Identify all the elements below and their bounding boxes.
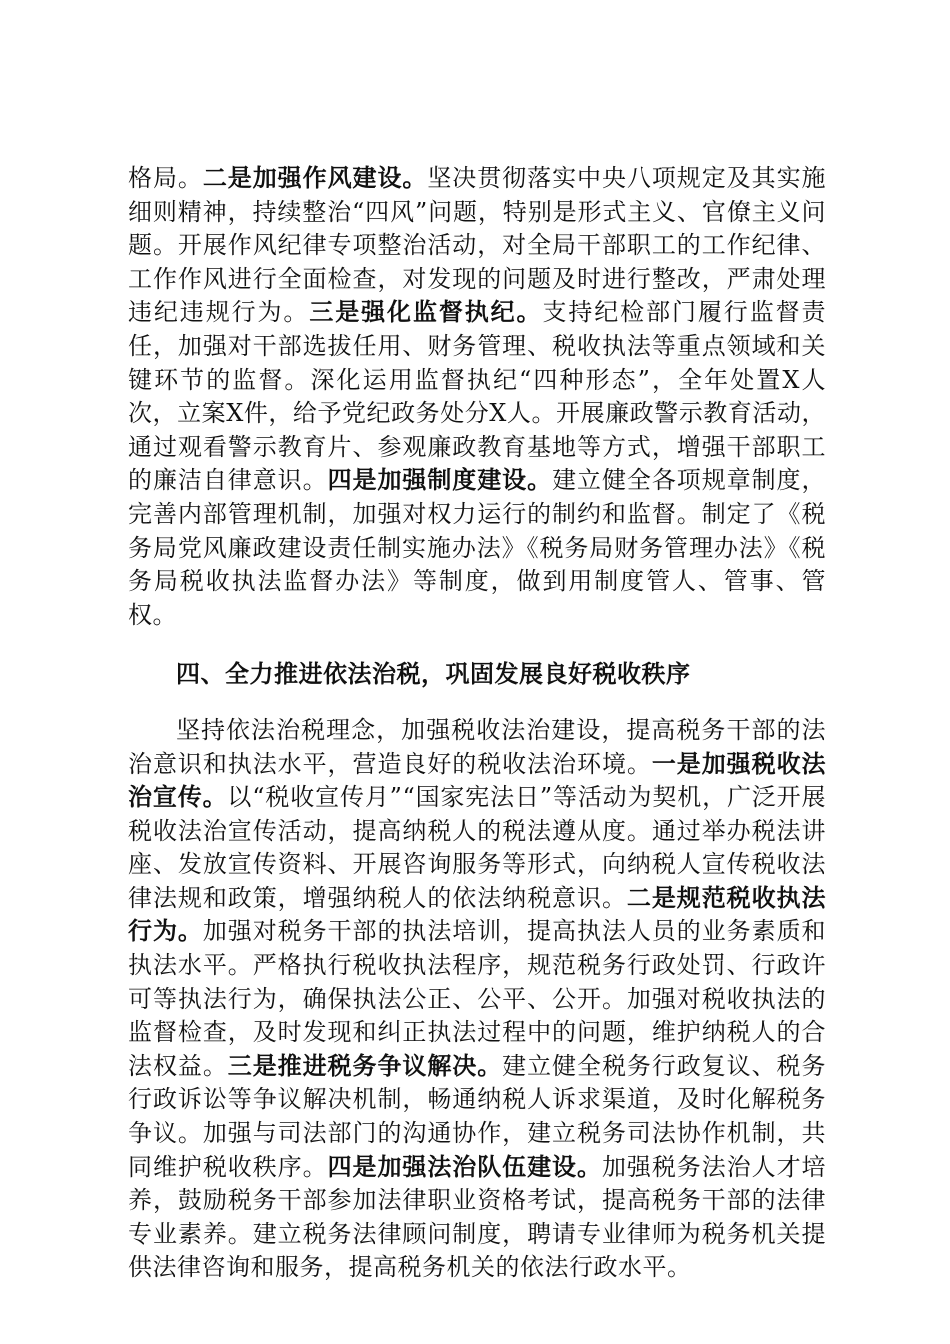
bold-subheading: 一是加强税收法治宣传。 xyxy=(128,749,827,812)
segment: 建立健全税务行政复议、税务行政诉讼等争议解决机制，畅通纳税人诉求渠道，及时化解税务争议。加强与司法部门的沟通协作，建立税务司法协作机制，共同维护税收秩序。 xyxy=(128,1051,827,1181)
bold-subheading: 四是加强法治队伍建设。 xyxy=(327,1152,602,1181)
segment: 以“税收宣传月”“国家宪法日”等活动为契机，广泛开展税收法治宣传活动，提高纳税人的税法遵从度。通过举办税法讲座、发放宣传资料、开展咨询服务等形式，向纳税人宣传税收法律法规和政策，增强纳税人的依法纳税意识。 xyxy=(128,783,827,912)
bold-subheading: 二是加强作风建设。 xyxy=(202,164,428,192)
segment: 加强税务法治人才培养，鼓励税务干部参加法律职业资格考试，提高税务干部的法律专业素养。建立税务法律顾问制度，聘请专业律师为税务机关提供法律咨询和服务，提高税务机关的依法行政水平。 xyxy=(128,1152,827,1282)
segment: 支持纪检部门履行监督责任，加强对干部选拔任用、财务管理、税收执法等重点领域和关键环节的监督。深化运用监督执纪“四种形态”，全年处置X人次，立案X件，给予党纪政务处分X人。开展廉政警示教育活动，通过观看警示教育片、参观廉政教育基地等方式，增强干部职工的廉洁自律意识。 xyxy=(128,298,827,495)
bold-subheading: 三是推进税务争议解决。 xyxy=(227,1051,503,1080)
bold-subheading: 四是加强制度建设。 xyxy=(327,466,553,495)
bold-subheading: 二是规范税收执法行为。 xyxy=(128,883,827,946)
document-page xyxy=(128,162,826,1285)
section4-heading: 四、全力推进依法治税，巩固发展良好税收秩序 xyxy=(176,660,691,689)
section3-continuation-paragraph xyxy=(128,162,826,632)
segment: 坚持依法治税理念，加强税收法治建设，提高税务干部的法治意识和执法水平，营造良好的税收法治环境。 xyxy=(128,715,826,778)
segment: 建立健全各项规章制度，完善内部管理机制，加强对权力运行的制约和监督。制定了《税务局党风廉政建设责任制实施办法》《税务局财务管理办法》《税务局税收执法监督办法》等制度，做到用制度管人、管事、管权。 xyxy=(128,466,827,629)
segment: 格局。 xyxy=(128,164,203,192)
bold-subheading: 三是强化监督执纪。 xyxy=(309,298,543,327)
segment: 加强对税务干部的执法培训，提高执法人员的业务素质和执法水平。严格执行税收执法程序，规范税务行政处罚、行政许可等执法行为，确保执法公正、公平、公开。加强对税收执法的监督检查，及时发现和纠正执法过程中的问题，维护纳税人的合法权益。 xyxy=(128,917,827,1080)
section4-paragraph xyxy=(128,714,826,1285)
segment: 坚决贯彻落实中央八项规定及其实施细则精神，持续整治“四风”问题，特别是形式主义、官僚主义问题。开展作风纪律专项整治活动，对全局干部职工的工作纪律、工作作风进行全面检查，对发现的问题及时进行整改，严肃处理违纪违规行为。 xyxy=(128,164,827,327)
